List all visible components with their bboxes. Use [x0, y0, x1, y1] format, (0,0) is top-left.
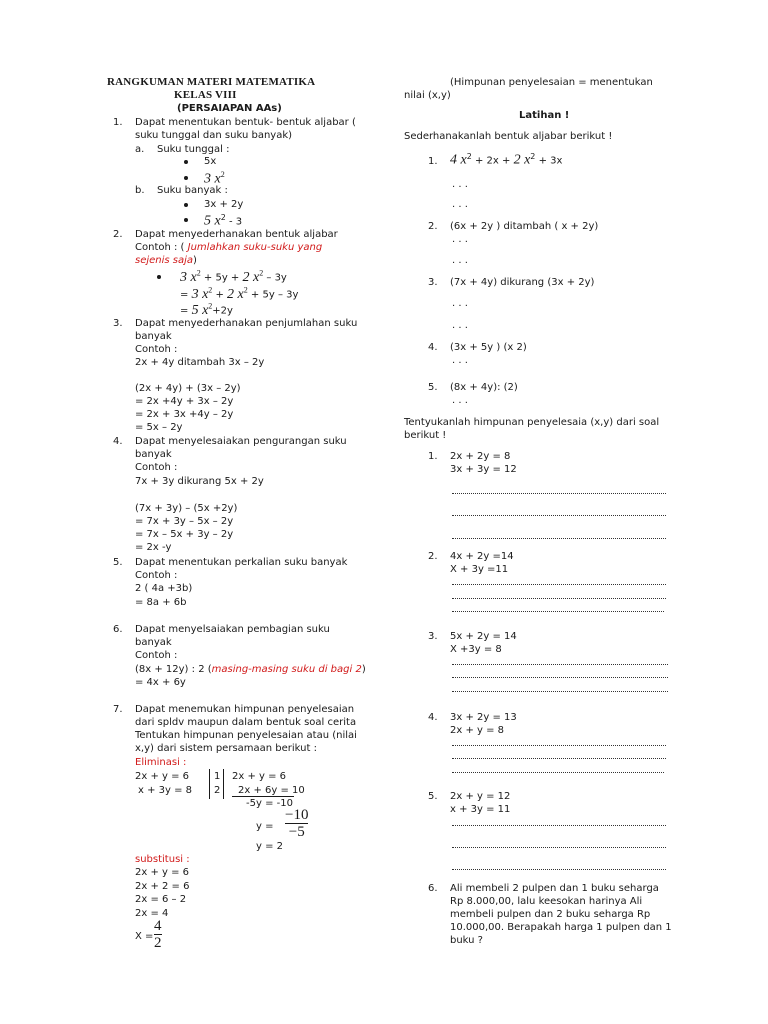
item-number: 7.: [113, 704, 123, 715]
item-text: Contoh :: [135, 570, 178, 581]
sub-label: b.: [135, 185, 145, 196]
item-text: Contoh :: [135, 462, 178, 473]
item-text: = 4x + 6y: [135, 677, 186, 688]
instruction-text: berikut !: [404, 430, 447, 441]
equation: 2x + y = 6: [135, 867, 190, 878]
answer-line: [452, 824, 666, 826]
item-text: banyak: [135, 449, 172, 460]
answer-line: [452, 583, 666, 585]
multiplier: 2: [214, 785, 221, 796]
answer-placeholder: . . .: [452, 320, 468, 331]
equation: 2x = 6 – 2: [135, 894, 187, 905]
equation: X + 3y =11: [450, 564, 509, 575]
latihan-heading: Latihan !: [519, 110, 570, 121]
math-expression: 3 $x^2$: [204, 170, 225, 187]
problem-text: (7x + 4y) dikurang (3x + 2y): [450, 277, 595, 288]
item-text: 2 ( 4a +3b): [135, 583, 193, 594]
word-problem-text: Ali membeli 2 pulpen dan 1 buku seharga: [450, 883, 659, 894]
problem-text: (3x + 5y ) (x 2): [450, 342, 527, 353]
doc-subtitle: KELAS VIII: [174, 89, 237, 101]
item-text: Contoh :: [135, 344, 178, 355]
equation: 2x = 4: [135, 908, 169, 919]
math-expression: 3 $x^2 + 5y + 2$ $x^2 - 3y$: [180, 268, 287, 285]
item-text: Dapat menyelsaiakan pembagian suku: [135, 624, 330, 635]
math-expression: 5 $x^2 - 3$: [204, 213, 243, 229]
problem-number: 2.: [428, 551, 438, 562]
equation: x + 3y = 8: [138, 785, 193, 796]
equation: x + 3y = 11: [450, 804, 511, 815]
bullet: [184, 218, 188, 222]
problem-number: 5.: [428, 382, 438, 393]
answer-line: [452, 868, 666, 870]
equation: 3x + 3y = 12: [450, 464, 517, 475]
bullet: [184, 160, 188, 164]
equation: 2x + 2y = 8: [450, 451, 511, 462]
answer-line: [452, 846, 666, 848]
answer-placeholder: . . .: [452, 298, 468, 309]
intro-text: (Himpunan penyelesaian = menentukan: [450, 77, 653, 88]
fraction: 4 2: [154, 918, 162, 951]
problem-number: 2.: [428, 221, 438, 232]
equation: y = 2: [256, 841, 284, 852]
intro-text: nilai (x,y): [404, 90, 451, 101]
answer-placeholder: . . .: [452, 355, 468, 366]
bullet-text: 5x: [204, 156, 217, 167]
equation: 3x + 2y = 13: [450, 712, 517, 723]
item-text: Dapat menentukan bentuk- bentuk aljabar (: [135, 117, 356, 128]
equation: 5x + 2y = 14: [450, 631, 517, 642]
equation: 2x + y = 8: [450, 725, 505, 736]
item-text: banyak: [135, 637, 172, 648]
item-text: = 7x + 3y – 5x – 2y: [135, 516, 234, 527]
problem-text: (6x + 2y ) ditambah ( x + 2y): [450, 221, 599, 232]
item-text: Dapat menentukan perkalian suku banyak: [135, 557, 348, 568]
answer-line: [452, 492, 666, 494]
problem-number: 3.: [428, 631, 438, 642]
equation: 4x + 2y =14: [450, 551, 514, 562]
math-expression: = 3 $x^2 + 2$ $x^2 + 5y - 3y$: [180, 285, 299, 302]
item-text: 2x + 4y ditambah 3x – 2y: [135, 357, 265, 368]
problem-expression: 4 $x^2 + 2x + 2$ $x^2 + 3x$: [450, 152, 563, 168]
item-text: = 2x +4y + 3x – 2y: [135, 396, 234, 407]
math-expression: = 5 $x^2+2y$: [180, 301, 233, 318]
equation: X =: [135, 931, 154, 942]
answer-placeholder: . . .: [452, 199, 468, 210]
bullet-text: 3x + 2y: [204, 199, 244, 210]
item-text: (2x + 4y) + (3x – 2y): [135, 383, 241, 394]
problem-number: 3.: [428, 277, 438, 288]
sub-label: a.: [135, 144, 145, 155]
equation: y =: [256, 821, 274, 832]
item-number: 5.: [113, 557, 123, 568]
answer-placeholder: . . .: [452, 395, 468, 406]
answer-line: [452, 610, 664, 612]
doc-subtitle-note: (PERSAIAPAN AAs): [177, 103, 282, 114]
problem-number: 4.: [428, 342, 438, 353]
matrix-bracket-left: [209, 769, 210, 799]
answer-line: [452, 744, 666, 746]
equation: 2x + y = 12: [450, 791, 511, 802]
answer-line: [452, 676, 668, 678]
problem-number: 4.: [428, 712, 438, 723]
item-number: 6.: [113, 624, 123, 635]
item-number: 2.: [113, 229, 123, 240]
doc-title: RANGKUMAN MATERI MATEMATIKA: [107, 76, 316, 88]
answer-placeholder: . . .: [452, 179, 468, 190]
multiplier: 1: [214, 771, 221, 782]
item-text: Dapat menemukan himpunan penyelesaian: [135, 704, 355, 715]
item-text: 7x + 3y dikurang 5x + 2y: [135, 476, 264, 487]
bullet: [157, 275, 161, 279]
bullet: [184, 176, 188, 180]
matrix-bracket-right: [223, 769, 224, 799]
item-text: Contoh : ( Jumlahkan suku-suku yang: [135, 242, 323, 253]
fraction: −10 −5: [285, 807, 309, 840]
item-text: = 5x – 2y: [135, 422, 183, 433]
answer-line: [452, 771, 664, 773]
item-text: Contoh :: [135, 650, 178, 661]
item-text: Dapat menyederhanakan bentuk aljabar: [135, 229, 338, 240]
item-text: = 2x -y: [135, 542, 172, 553]
equation: 2x + y = 6: [135, 771, 190, 782]
item-text: x,y) dari sistem persamaan berikut :: [135, 743, 317, 754]
word-problem-text: Rp 8.000,00, lalu keesokan harinya Ali: [450, 896, 643, 907]
item-text: banyak: [135, 331, 172, 342]
sub-text: Suku tunggal :: [157, 144, 230, 155]
answer-line: [452, 690, 668, 692]
problem-number: 5.: [428, 791, 438, 802]
item-text: suku tunggal dan suku banyak): [135, 130, 293, 141]
answer-placeholder: . . .: [452, 234, 468, 245]
item-text: dari spldv maupun dalam bentuk soal cerita: [135, 717, 357, 728]
answer-placeholder: . . .: [452, 255, 468, 266]
answer-line: [452, 514, 666, 516]
equation: -5y = -10: [246, 798, 293, 809]
item-number: 1.: [113, 117, 123, 128]
answer-line: [452, 757, 666, 759]
answer-line: [452, 663, 668, 665]
item-number: 3.: [113, 318, 123, 329]
item-text: Tentukan himpunan penyelesaian atau (nilai: [135, 730, 357, 741]
item-text: = 7x – 5x + 3y – 2y: [135, 529, 234, 540]
item-text: Dapat menyederhanakan penjumlahan suku: [135, 318, 358, 329]
word-problem-text: buku ?: [450, 935, 483, 946]
equation: X +3y = 8: [450, 644, 502, 655]
item-text: (7x + 3y) – (5x +2y): [135, 503, 238, 514]
item-text: = 2x + 3x +4y – 2y: [135, 409, 234, 420]
section-label-eliminasi: Eliminasi :: [135, 757, 187, 768]
item-text: = 8a + 6b: [135, 597, 187, 608]
problem-text: (8x + 4y): (2): [450, 382, 518, 393]
item-text: Dapat menyelesaiakan pengurangan suku: [135, 436, 347, 447]
equation: 2x + y = 6: [232, 771, 287, 782]
answer-line: [452, 537, 666, 539]
equation: 2x + 2 = 6: [135, 881, 190, 892]
sub-text: Suku banyak :: [157, 185, 228, 196]
equation: 2x + 6y = 10: [238, 785, 305, 796]
word-problem-text: membeli pulpen dan 2 buku seharga Rp: [450, 909, 651, 920]
word-problem-text: 10.000,00. Berapakah harga 1 pulpen dan 1: [450, 922, 672, 933]
answer-line: [452, 597, 666, 599]
problem-number: 6.: [428, 883, 438, 894]
bullet: [184, 203, 188, 207]
item-text: (8x + 12y) : 2 (masing-masing suku di bagi 2): [135, 664, 366, 675]
problem-number: 1.: [428, 156, 438, 167]
problem-number: 1.: [428, 451, 438, 462]
section-label-substitusi: substitusi :: [135, 854, 190, 865]
item-text: sejenis saja): [135, 255, 197, 266]
instruction-text: Sederhanakanlah bentuk aljabar berikut !: [404, 131, 613, 142]
instruction-text: Tentyukanlah himpunan penyelesaia (x,y) dari soal: [404, 417, 660, 428]
item-number: 4.: [113, 436, 123, 447]
